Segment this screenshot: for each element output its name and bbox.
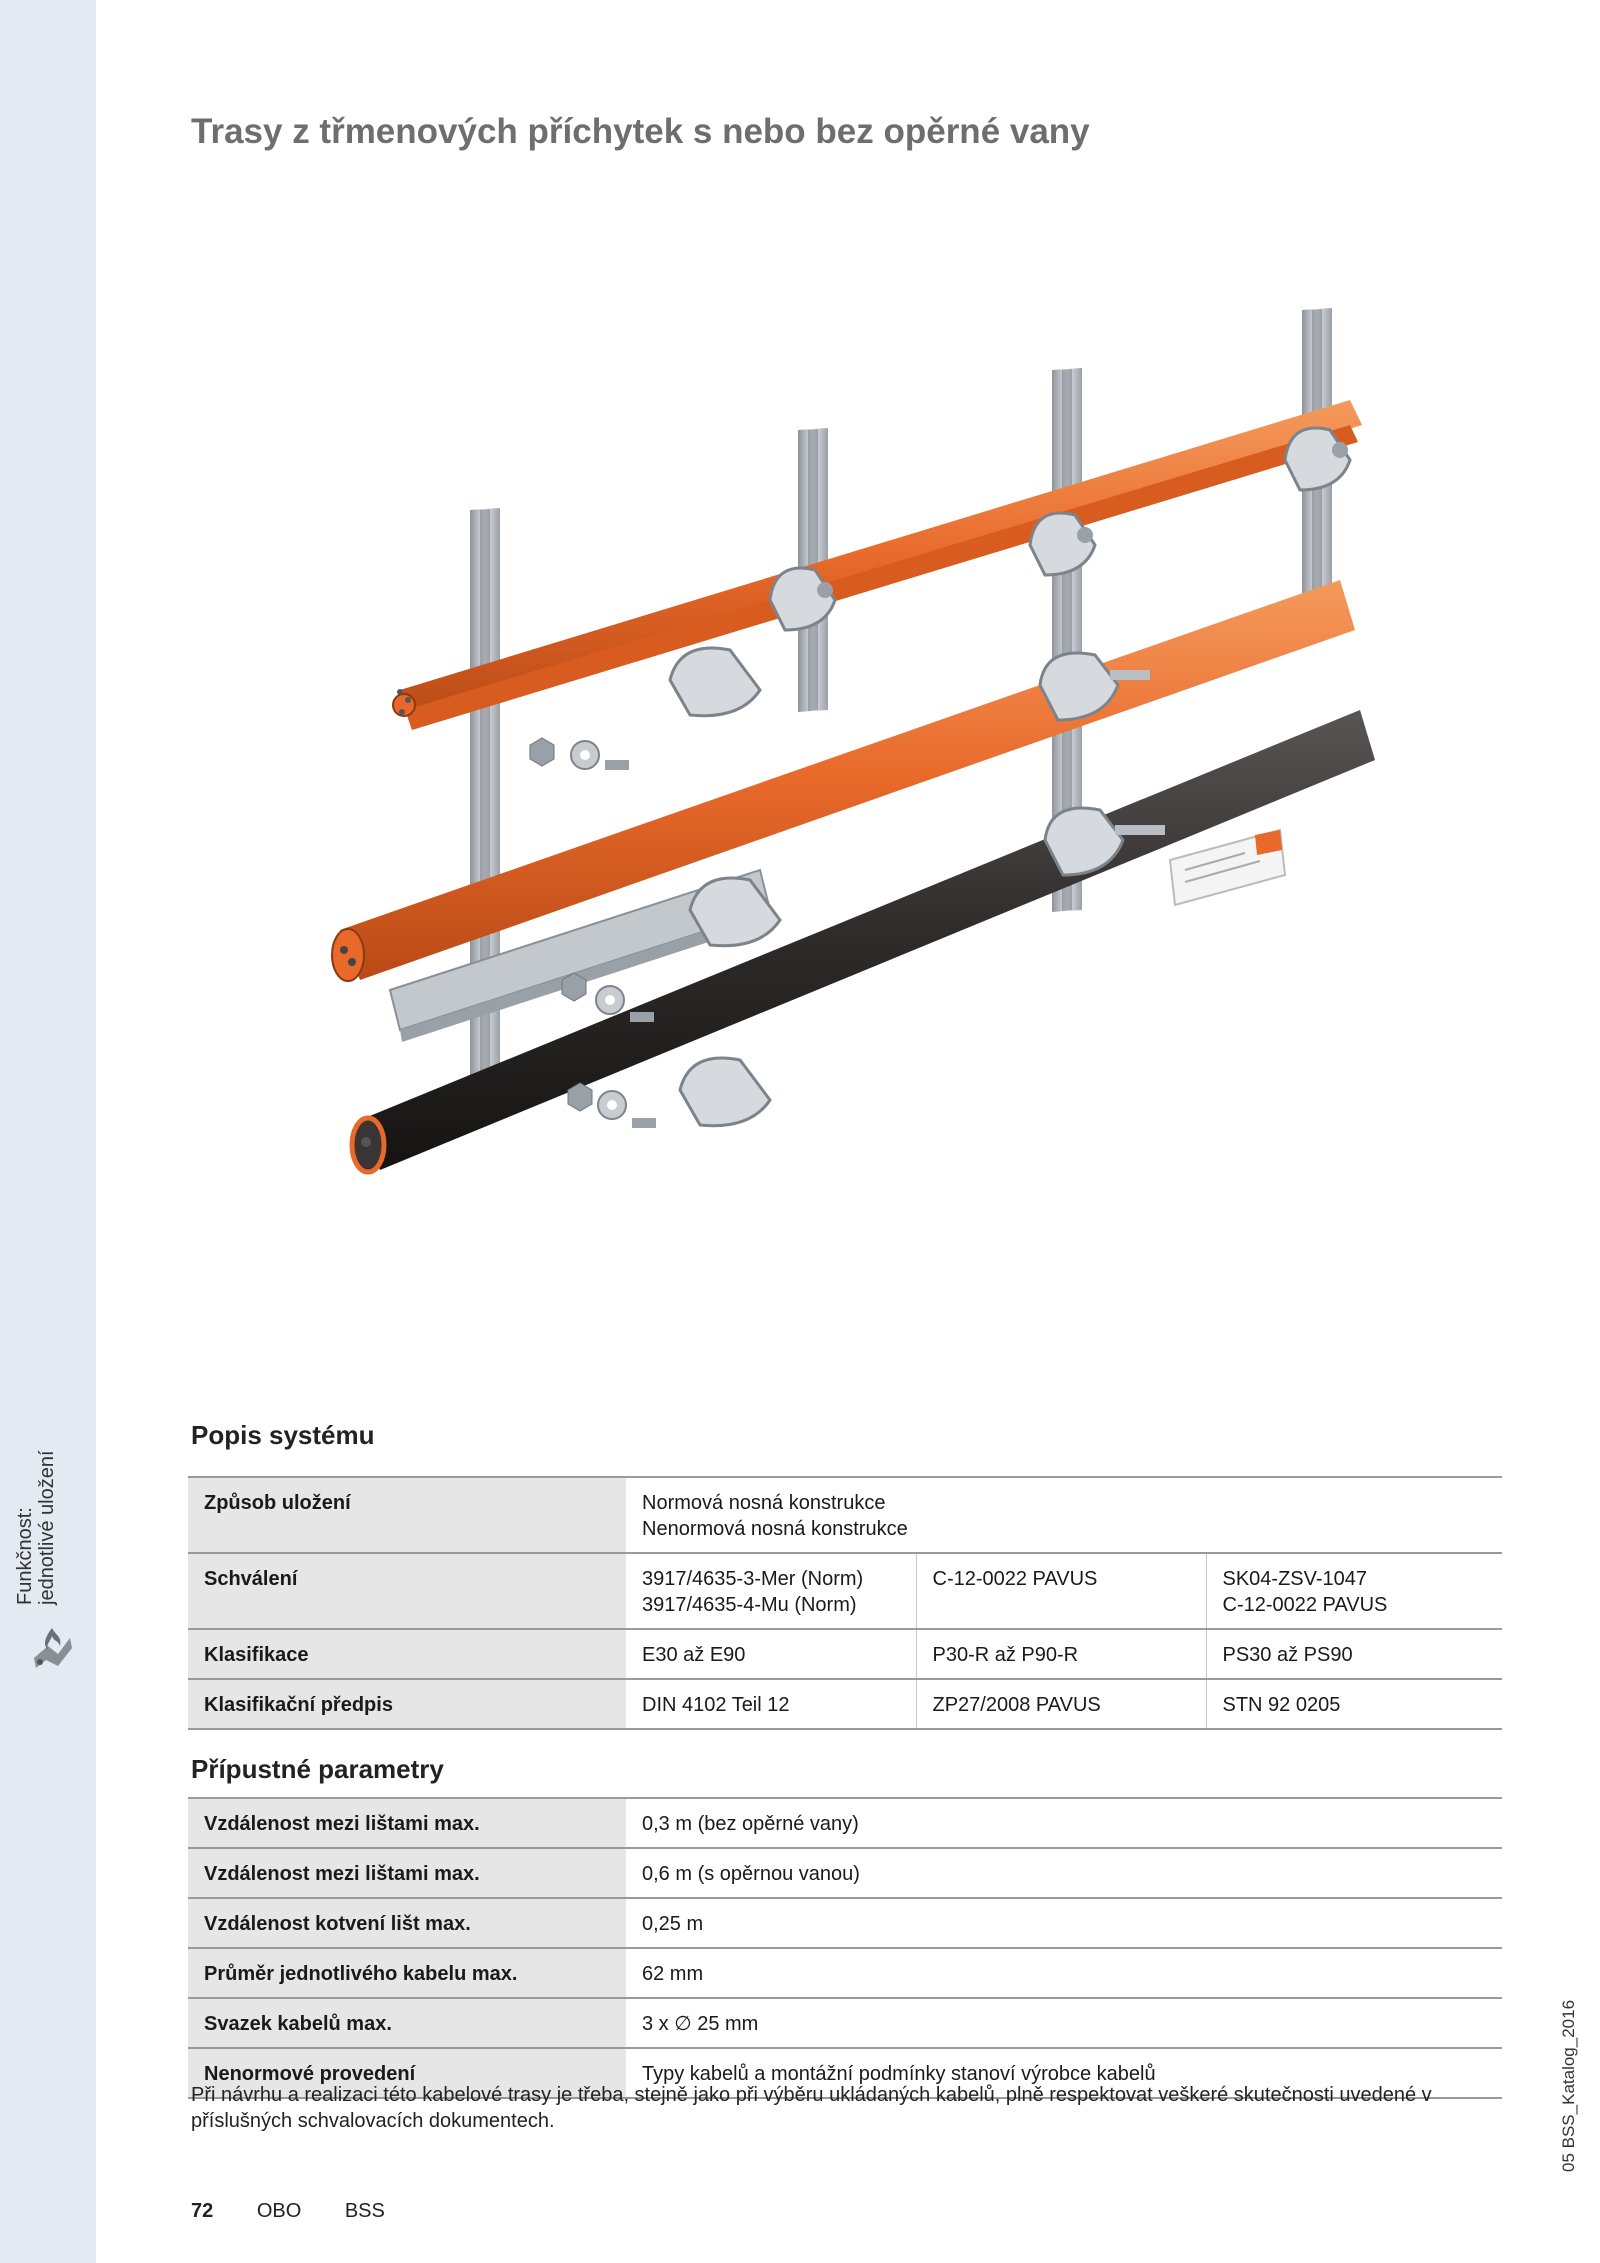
row-value: DIN 4102 Teil 12 — [626, 1679, 916, 1729]
page-title: Trasy z třmenových příchytek s nebo bez opěrné vany — [191, 112, 1090, 151]
param-value: 0,25 m — [626, 1898, 1502, 1948]
table-row — [188, 1998, 1502, 2048]
param-label: Průměr jednotlivého kabelu max. — [188, 1948, 626, 1998]
footer-brand: OBO — [256, 2200, 302, 2222]
permitted-parameters-heading: Přípustné parametry — [191, 1754, 444, 1784]
row-value: Normová nosná konstrukce Nenormová nosná konstrukce — [626, 1477, 1502, 1553]
param-value: 0,6 m (s opěrnou vanou) — [626, 1848, 1502, 1898]
approval-note: Při návrhu a realizaci této kabelové trasy je třeba, stejně jako při výběru ukládaných kabelů, plně respektovat veškeré skutečnosti uvedené v příslušných schvalovacích dokumentech. — [191, 2084, 1432, 2132]
page-number: 72 — [191, 2200, 214, 2222]
row-value: PS30 až PS90 — [1206, 1629, 1502, 1679]
param-label: Svazek kabelů max. — [188, 1998, 626, 2048]
row-label: Klasifikační předpis — [188, 1679, 626, 1729]
installation-label-sign — [1170, 830, 1285, 905]
sidebar-label — [14, 1405, 74, 1605]
param-label: Nenormové provedení — [188, 2048, 626, 2098]
footer-section: BSS — [344, 2200, 385, 2222]
row-label: Klasifikace — [188, 1629, 626, 1679]
cable-route-illustration — [300, 290, 1400, 1190]
page-footer — [191, 2200, 423, 2223]
row-value: C-12-0022 PAVUS — [916, 1553, 1206, 1629]
sidebar-strip — [0, 0, 96, 2263]
row-label: Způsob uložení — [188, 1477, 626, 1553]
table-row — [188, 1848, 1502, 1898]
row-value: ZP27/2008 PAVUS — [916, 1679, 1206, 1729]
row-value: STN 92 0205 — [1206, 1679, 1502, 1729]
row-value: SK04-ZSV-1047 C-12-0022 PAVUS — [1206, 1553, 1502, 1629]
system-description-heading: Popis systému — [191, 1420, 375, 1450]
catalog-label: 05 BSS_Katalog_2016 — [1559, 1999, 1578, 2172]
param-value: 0,3 m (bez opěrné vany) — [626, 1798, 1502, 1848]
sidebar-label-line1: Funkčnost: — [14, 1507, 36, 1605]
row-value: E30 až E90 — [626, 1629, 916, 1679]
param-value: 3 x ∅ 25 mm — [626, 1998, 1502, 2048]
row-value: 3917/4635-3-Mer (Norm) 3917/4635-4-Mu (Norm) — [626, 1553, 916, 1629]
system-description-table — [188, 1476, 1502, 1730]
param-label: Vzdálenost kotvení lišt max. — [188, 1898, 626, 1948]
permitted-parameters-table — [188, 1797, 1502, 2099]
table-row — [188, 1898, 1502, 1948]
table-row — [188, 1553, 1502, 1629]
flame-cable-icon — [28, 1618, 76, 1672]
row-label: Schválení — [188, 1553, 626, 1629]
table-row — [188, 1948, 1502, 1998]
param-value: Typy kabelů a montážní podmínky stanoví výrobce kabelů — [626, 2048, 1502, 2098]
table-row — [188, 1798, 1502, 1848]
sidebar-label-line2: jednotlivé uložení — [36, 1450, 58, 1605]
table-row — [188, 1477, 1502, 1553]
table-row — [188, 1679, 1502, 1729]
param-label: Vzdálenost mezi lištami max. — [188, 1848, 626, 1898]
table-row — [188, 1629, 1502, 1679]
orange-cable-bundle — [393, 400, 1362, 730]
param-label: Vzdálenost mezi lištami max. — [188, 1798, 626, 1848]
param-value: 62 mm — [626, 1948, 1502, 1998]
row-value: P30-R až P90-R — [916, 1629, 1206, 1679]
